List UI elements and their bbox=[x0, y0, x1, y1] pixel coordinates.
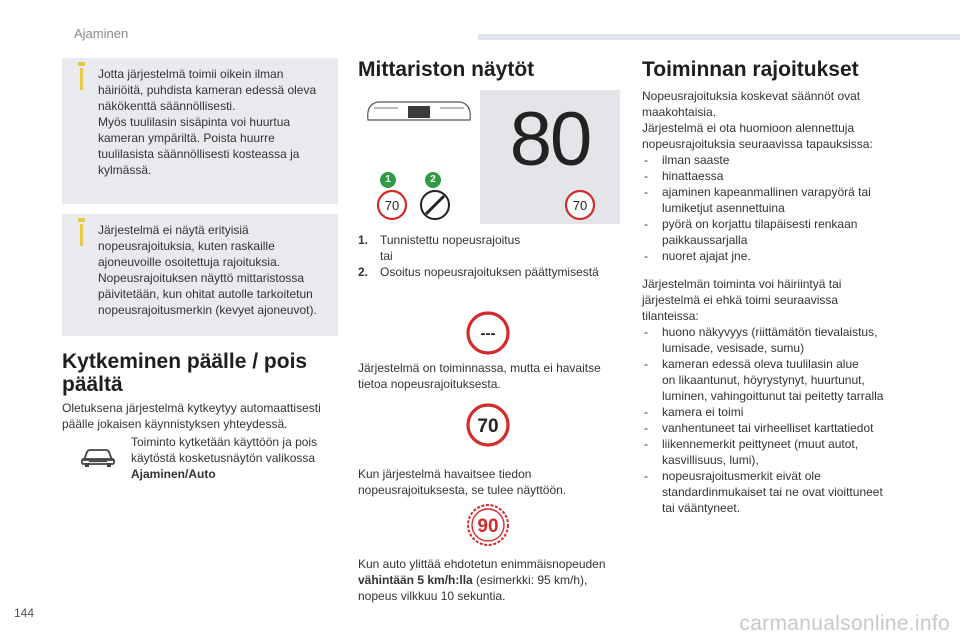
speed-sign-value: 70 bbox=[384, 198, 400, 213]
info-note-limits bbox=[62, 214, 338, 336]
text-line: Järjestelmän toiminta voi häiriintyä tai bbox=[642, 277, 842, 291]
note-line: Myös tuulilasin sisäpinta voi huurtua bbox=[98, 115, 291, 129]
note-line: päivitetään, kun ohitat autolle tarkoitetun bbox=[98, 287, 313, 301]
detected-limit-sign-icon bbox=[466, 403, 510, 447]
text-line: - nuoret ajajat jne. bbox=[662, 249, 751, 263]
text-line: Oletuksena järjestelmä kytkeytyy automaattisesti bbox=[62, 401, 321, 415]
car-icon bbox=[80, 446, 116, 468]
exceed-sign-value: 90 bbox=[477, 516, 499, 537]
callout-badge-1: 1 bbox=[380, 172, 396, 188]
item-number: 2. bbox=[358, 265, 369, 279]
note-line: Jotta järjestelmä toimii oikein ilman bbox=[98, 67, 284, 81]
text-line: järjestelmä ei ehkä toimi seuraavissa bbox=[642, 293, 839, 307]
text-line: - pyörä on korjattu tilapäisesti renkaan bbox=[662, 217, 858, 231]
detected-desc bbox=[358, 466, 628, 498]
kytkeminen-desc bbox=[131, 434, 346, 482]
detected-sign-value: 70 bbox=[477, 416, 499, 437]
note-line: nopeusrajoitusmerkin (kevyet ajoneuvot). bbox=[98, 303, 317, 317]
no-limit-info-sign-icon bbox=[466, 311, 510, 355]
text-line: Järjestelmä on toiminnassa, mutta ei havaitse bbox=[358, 361, 601, 375]
note-line: ajoneuvoille osoitettuja rajoituksia. bbox=[98, 255, 281, 269]
text-line: nopeusrajoituksesta, se tulee näyttöön. bbox=[358, 483, 567, 497]
list-item bbox=[642, 152, 902, 168]
text-line: - vanhentuneet tai virheelliset karttatiedot bbox=[662, 421, 874, 435]
text-line: paikkaussarjalla bbox=[662, 233, 748, 247]
list-item bbox=[642, 356, 902, 404]
item-text: Tunnistettu nopeusrajoitus bbox=[380, 233, 521, 247]
toiminnan-heading: Toiminnan rajoitukset bbox=[642, 58, 859, 81]
text-line: - liikennemerkit peittyneet (muut autot, bbox=[662, 437, 859, 451]
list-item bbox=[642, 404, 902, 420]
text-line: käytöstä kosketusnäytön valikossa bbox=[131, 451, 316, 465]
note-line: nopeusrajoituksia, kuten raskaille bbox=[98, 239, 275, 253]
no-limit-sign-text: --- bbox=[480, 325, 496, 342]
text-line: kasvillisuus, lumi), bbox=[662, 453, 759, 467]
section-header: Ajaminen bbox=[74, 26, 129, 41]
toiminnan-p1 bbox=[642, 88, 902, 152]
item-text: Osoitus nopeusrajoituksen päättymisestä bbox=[380, 265, 599, 279]
note-line: näkökenttä säännöllisesti. bbox=[98, 99, 236, 113]
info-icon bbox=[80, 68, 83, 90]
watermark: carmanualsonline.info bbox=[739, 612, 950, 635]
text-line: lumiketjut asennettuina bbox=[662, 201, 785, 215]
item-number: 1. bbox=[358, 233, 369, 247]
toiminnan-p2 bbox=[642, 276, 902, 324]
text-line: nopeusrajoituksia seuraavissa tapauksissa: bbox=[642, 137, 873, 151]
page-number: 144 bbox=[14, 606, 35, 620]
list-item bbox=[642, 436, 902, 468]
text-line: Järjestelmä ei ota huomioon alennettuja bbox=[642, 121, 855, 135]
kytkeminen-heading bbox=[62, 350, 332, 396]
text-line: - kamera ei toimi bbox=[662, 405, 744, 419]
cluster-speed-sign-icon bbox=[564, 189, 596, 221]
text-line: - hinattaessa bbox=[662, 169, 724, 183]
text-line: on likaantunut, höyrystynyt, huurtunut, bbox=[662, 373, 865, 387]
exceed-limit-sign-icon bbox=[466, 503, 510, 547]
list-item bbox=[358, 264, 628, 280]
list-item bbox=[642, 216, 902, 248]
header-bar bbox=[478, 34, 960, 40]
text-line: tilanteissa: bbox=[642, 309, 699, 323]
text-line: - ajaminen kapeanmallinen varapyörä tai bbox=[662, 185, 871, 199]
text-line: - ilman saaste bbox=[662, 153, 730, 167]
text-line: - huono näkyvyys (riittämätön tievalaistus, bbox=[662, 325, 878, 339]
text-line: tai vääntyneet. bbox=[662, 501, 741, 515]
item-text: tai bbox=[380, 249, 393, 263]
text-line: maakohtaisia. bbox=[642, 105, 717, 119]
speed-display-value: 80 bbox=[509, 97, 591, 182]
callout-badge-2: 2 bbox=[425, 172, 441, 188]
exceed-desc bbox=[358, 556, 638, 604]
menu-path: Ajaminen/Auto bbox=[131, 467, 216, 481]
text-line: tietoa nopeusrajoituksesta. bbox=[358, 377, 501, 391]
text-line: luminen, vahingoittunut tai peitetty tarralla bbox=[662, 389, 884, 403]
note-line: Järjestelmä ei näytä erityisiä bbox=[98, 223, 249, 237]
text-line: - kameran edessä oleva tuulilasin alue bbox=[662, 357, 859, 371]
list-item bbox=[642, 420, 902, 436]
note-line: tuulilasista säännöllisesti kosteassa ja bbox=[98, 147, 300, 161]
list-item bbox=[642, 324, 902, 356]
heading-line: päältä bbox=[62, 373, 123, 396]
dashboard-icon bbox=[364, 98, 474, 126]
text-line: Toiminto kytketään käyttöön ja pois bbox=[131, 435, 318, 449]
cluster-speed-sign-value: 70 bbox=[572, 198, 588, 213]
list-item bbox=[642, 468, 902, 516]
text-line: lumisade, vesisade, sumu) bbox=[662, 341, 805, 355]
text-line: standardinmukaiset tai ne ovat vioittuneet bbox=[662, 485, 883, 499]
end-of-limit-icon bbox=[419, 189, 451, 221]
text-line: Kun järjestelmä havaitsee tiedon bbox=[358, 467, 532, 481]
toiminnan-list2 bbox=[642, 324, 902, 516]
note-line: kylmässä. bbox=[98, 163, 152, 177]
list-item bbox=[642, 168, 902, 184]
list-item bbox=[358, 232, 618, 264]
mittaristo-heading: Mittariston näytöt bbox=[358, 58, 535, 81]
info-note-camera bbox=[62, 58, 338, 204]
heading-line: Kytkeminen päälle / pois bbox=[62, 350, 308, 373]
cluster-display bbox=[480, 90, 620, 224]
bold-text: vähintään 5 km/h:lla bbox=[358, 573, 473, 587]
toiminnan-list1 bbox=[642, 152, 902, 264]
note-line: Nopeusrajoituksen näyttö mittaristossa bbox=[98, 271, 305, 285]
speed-sign-icon bbox=[376, 189, 408, 221]
list-item bbox=[642, 248, 902, 264]
note-line: häiriöitä, puhdista kameran edessä oleva bbox=[98, 83, 317, 97]
text-line: Nopeusrajoituksia koskevat säännöt ovat bbox=[642, 89, 861, 103]
text-line: nopeus vilkkuu 10 sekuntia. bbox=[358, 589, 506, 603]
text-line: päälle jokaisen käynnistyksen yhteydessä. bbox=[62, 417, 288, 431]
kytkeminen-intro bbox=[62, 400, 342, 432]
no-info-desc bbox=[358, 360, 628, 392]
text-line: Kun auto ylittää ehdotetun enimmäisnopeuden bbox=[358, 557, 606, 571]
note-line: kameran ympäriltä. Poista huurre bbox=[98, 131, 275, 145]
text-line: - nopeusrajoitusmerkit eivät ole bbox=[662, 469, 821, 483]
info-icon bbox=[80, 224, 83, 246]
text-span: (esimerkki: 95 km/h), bbox=[472, 573, 588, 587]
list-item bbox=[642, 184, 902, 216]
